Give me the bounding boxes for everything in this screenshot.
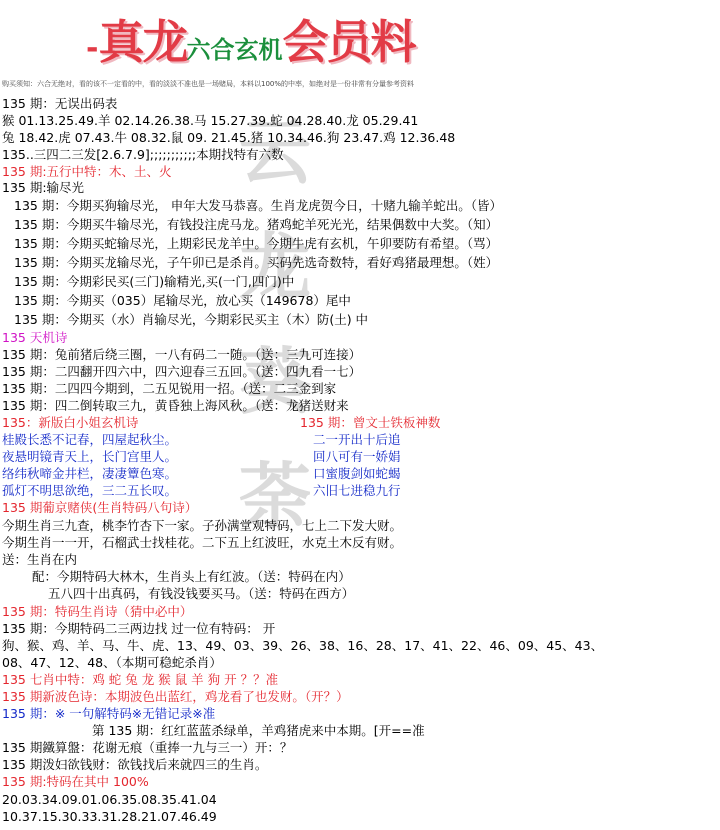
line-3: 兔 18.42.虎 07.43.牛 08.32.鼠 09. 21.45.猪 10.34.46.狗 23.47.鸡 12.36.48 [2, 130, 456, 145]
line-29: 五八四十出真码，有钱没钱要买马。（送：特码在西方） [48, 586, 355, 601]
line-24: 135 期葡京赌侠(生肖特码八句诗） [2, 500, 198, 515]
line-4: 135..三四二三发[2.6.7.9];;;;;;;;;;;本期找特有六数 [2, 147, 284, 162]
line-21: 夜悬明镜青天上，长门宫里人。 [2, 449, 178, 464]
watermark: 云龙葵荼 [238, 110, 311, 539]
line-37: 第 135 期：红红蓝蓝杀绿单，羊鸡猪虎来中本期。[开==准 [92, 723, 425, 738]
line-5: 135 期:五行中特：木、土、火 [2, 164, 172, 179]
line-33: 08、47、12、48、（本期可稳蛇杀肖） [2, 655, 222, 670]
line-14: 135 天机诗 [2, 330, 68, 345]
line-30: 135 期：特码生肖诗（猜中必中） [2, 604, 193, 619]
line-28: 配：今期特码大林木，生肖头上有红波。（送：特码在内） [32, 569, 351, 584]
line-22: 络纬秋啼金井栏，凄凄簟色寒。 [2, 466, 178, 481]
line-2: 猴 01.13.25.49.羊 02.14.26.38.马 15.27.39.蛇 04.28.40.龙 05.29.41 [2, 113, 419, 128]
line-25: 今期生肖三九查，桃李竹杏下一家。子孙满堂观特码，七上二下发大财。 [2, 518, 403, 533]
line-22b: 口蜜腹剑如蛇蝎 [313, 466, 401, 481]
line-21b: 回八可有一娇娟 [313, 449, 401, 464]
line-12: 135 期：今期买（035）尾输尽光，放心买（149678）尾中 [14, 293, 351, 308]
line-41: 20.03.34.09.01.06.35.08.35.41.04 [2, 792, 217, 807]
line-18: 135 期：四二倒转取三九，黄昏独上海风秋。（送：龙猪送财来 [2, 398, 349, 413]
line-20: 桂殿长悉不记春，四屋起秋尘。 [2, 432, 178, 447]
line-39: 135 期泼妇欲钱财：欲钱找后来就四三的生肖。 [2, 757, 268, 772]
line-31: 135 期：今期特码二三两边找 过一位有特码： 开 [2, 621, 276, 636]
line-19b: 135 期：曾文士铁板神数 [300, 415, 441, 430]
line-35: 135 期新波色诗：本期波色出蓝红，鸡龙看了也发财。（开？） [2, 689, 349, 704]
line-23: 孤灯不明思欲绝，三二五长叹。 [2, 483, 178, 498]
line-19: 135：新版白小姐玄机诗 [2, 415, 139, 430]
line-42: 10.37.15.30.33.31.28.21.07.46.49 [2, 809, 217, 824]
line-23b: 六旧七进稳九行 [313, 483, 401, 498]
line-17: 135 期：二四四今期到，二五见锐用一招。（送：二三金到家 [2, 381, 337, 396]
line-13: 135 期：今期买（水）肖输尽光，今期彩民买主（木）防(土) 中 [14, 312, 369, 327]
line-11: 135 期：今期彩民买(三门)输精光,买(一门,四门)中 [14, 274, 295, 289]
line-38: 135 期鐵算盤：花谢无痕（重捧一九与三一）开：？ [2, 740, 293, 755]
line-36: 135 期：※ 一句解特码※无错记录※准 [2, 706, 216, 721]
line-20b: 二一开出十后追 [313, 432, 401, 447]
banner-title-tail: 会员料 [282, 15, 415, 69]
line-27: 送：生肖在内 [2, 552, 78, 567]
line-7: 135 期：今期买狗输尽光， 申年大发马恭喜。生肖龙虎贺今日，十赌九输羊蛇出。（皆） [14, 198, 503, 213]
line-9: 135 期：今期买蛇输尽光，上期彩民龙羊中。今期牛虎有玄机，午卯要防有希望。（骂） [14, 236, 499, 251]
line-15: 135 期：兔前猪后绕三圈，一八有码二一随。（送：三九可连接） [2, 347, 362, 362]
line-10: 135 期：今期买龙输尽光，子午卯已是杀肖。买码先选奇数特，看好鸡猪最理想。（姓） [14, 255, 499, 270]
banner-header [0, 0, 720, 72]
disclaimer: 购买须知：六合无绝对，看的该不一定看的中，看的淡淡不准也是一场赌局，本料以100%的中率，如绝对是一份非常有分量参考资料 [2, 80, 415, 88]
line-6: 135 期:输尽光 [2, 180, 85, 195]
line-34: 135 七肖中特：鸡 蛇 兔 龙 猴 鼠 羊 狗 开 ？？准 [2, 672, 279, 687]
line-16: 135 期：二四翻开四六中，四六迎春三五回。（送：四九看一七） [2, 364, 362, 379]
banner-title-sub: 六合玄机 [186, 36, 283, 64]
line-26: 今期生肖一一开，石榴武士找桂花。二下五上红波旺，水克土木反有财。 [2, 535, 403, 550]
line-1: 135 期：无误出码表 [2, 96, 118, 111]
banner-title-main: 真龙 [98, 15, 187, 69]
line-8: 135 期：今期买牛输尽光，有钱投注虎马龙。猪鸡蛇羊死光光，结果偶数中大奖。（知） [14, 217, 499, 232]
banner-title [86, 6, 414, 72]
banner-dash: - [86, 31, 99, 66]
line-32: 狗、猴、鸡、羊、马、牛、虎、13、49、03、39、26、38、16、28、17、41、22、46、09、45、43、 [2, 638, 604, 653]
line-40: 135 期:特码在其中 100% [2, 774, 149, 789]
